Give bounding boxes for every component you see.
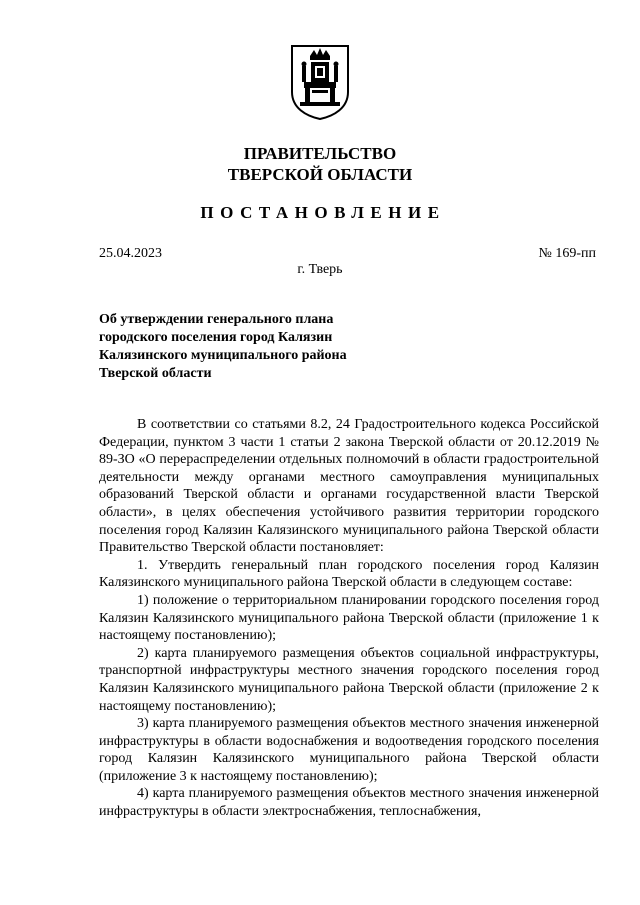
subject-line-3: Калязинского муниципального района <box>99 348 347 363</box>
document-subject <box>99 311 399 383</box>
tver-region-coat-of-arms-icon <box>290 44 350 120</box>
org-line-2: ТВЕРСКОЙ ОБЛАСТИ <box>227 165 413 184</box>
body-paragraph-preamble: В соответствии со статьями 8.2, 24 Градостроительного кодекса Российской Федерации, пунктом 3 части 1 статьи 2 закона Тверской области от 20.12.2019 № 89-ЗО «О перераспределении отдельных полномочий в области градостроительной деятельности между органами местного самоуправления муниципальных образований Тверской области и органами государственной власти Тверской области», в целях обеспечения устойчивого развития территории городского поселения город Калязин Калязинского муниципального района Тверской области Правительство Тверской области постановляет: <box>99 417 599 556</box>
body-paragraph-item-1: 1. Утвердить генеральный план городского поселения город Калязин Калязинского муниципального района Тверской области в следующем составе: <box>99 557 599 591</box>
subject-line-2: городского поселения город Калязин <box>99 330 333 345</box>
document-city: г. Тверь <box>297 262 343 277</box>
organization-name <box>0 143 640 185</box>
org-line-1: ПРАВИТЕЛЬСТВО <box>243 144 397 163</box>
document-number: № 169-пп <box>538 246 596 261</box>
body-paragraph-subitem-3: 3) карта планируемого размещения объектов местного значения инженерной инфраструктуры в области водоснабжения и водоотведения городского поселения город Калязин Калязинского муниципального района Тверской области (приложение 3 к настоящему постановлению); <box>99 716 599 784</box>
subject-line-1: Об утверждении генерального плана <box>99 312 334 327</box>
document-body <box>99 416 599 821</box>
document-date: 25.04.2023 <box>99 246 162 261</box>
body-paragraph-subitem-2: 2) карта планируемого размещения объектов социальной инфраструктуры, транспортной инфраструктуры местного значения городского поселения город Калязин Калязинского муниципального района Тверской области (приложение 2 к настоящему постановлению); <box>99 645 599 714</box>
body-paragraph-subitem-4: 4) карта планируемого размещения объектов местного значения инженерной инфраструктуры в области электроснабжения, теплоснабжения, <box>99 786 599 820</box>
subject-line-4: Тверской области <box>99 366 212 381</box>
body-paragraph-subitem-1: 1) положение о территориальном планировании городского поселения город Калязин Калязинского муниципального района Тверской области (приложение 1 к настоящему постановлению); <box>99 592 599 644</box>
document-type-heading: ПОСТАНОВЛЕНИЕ <box>200 203 446 222</box>
